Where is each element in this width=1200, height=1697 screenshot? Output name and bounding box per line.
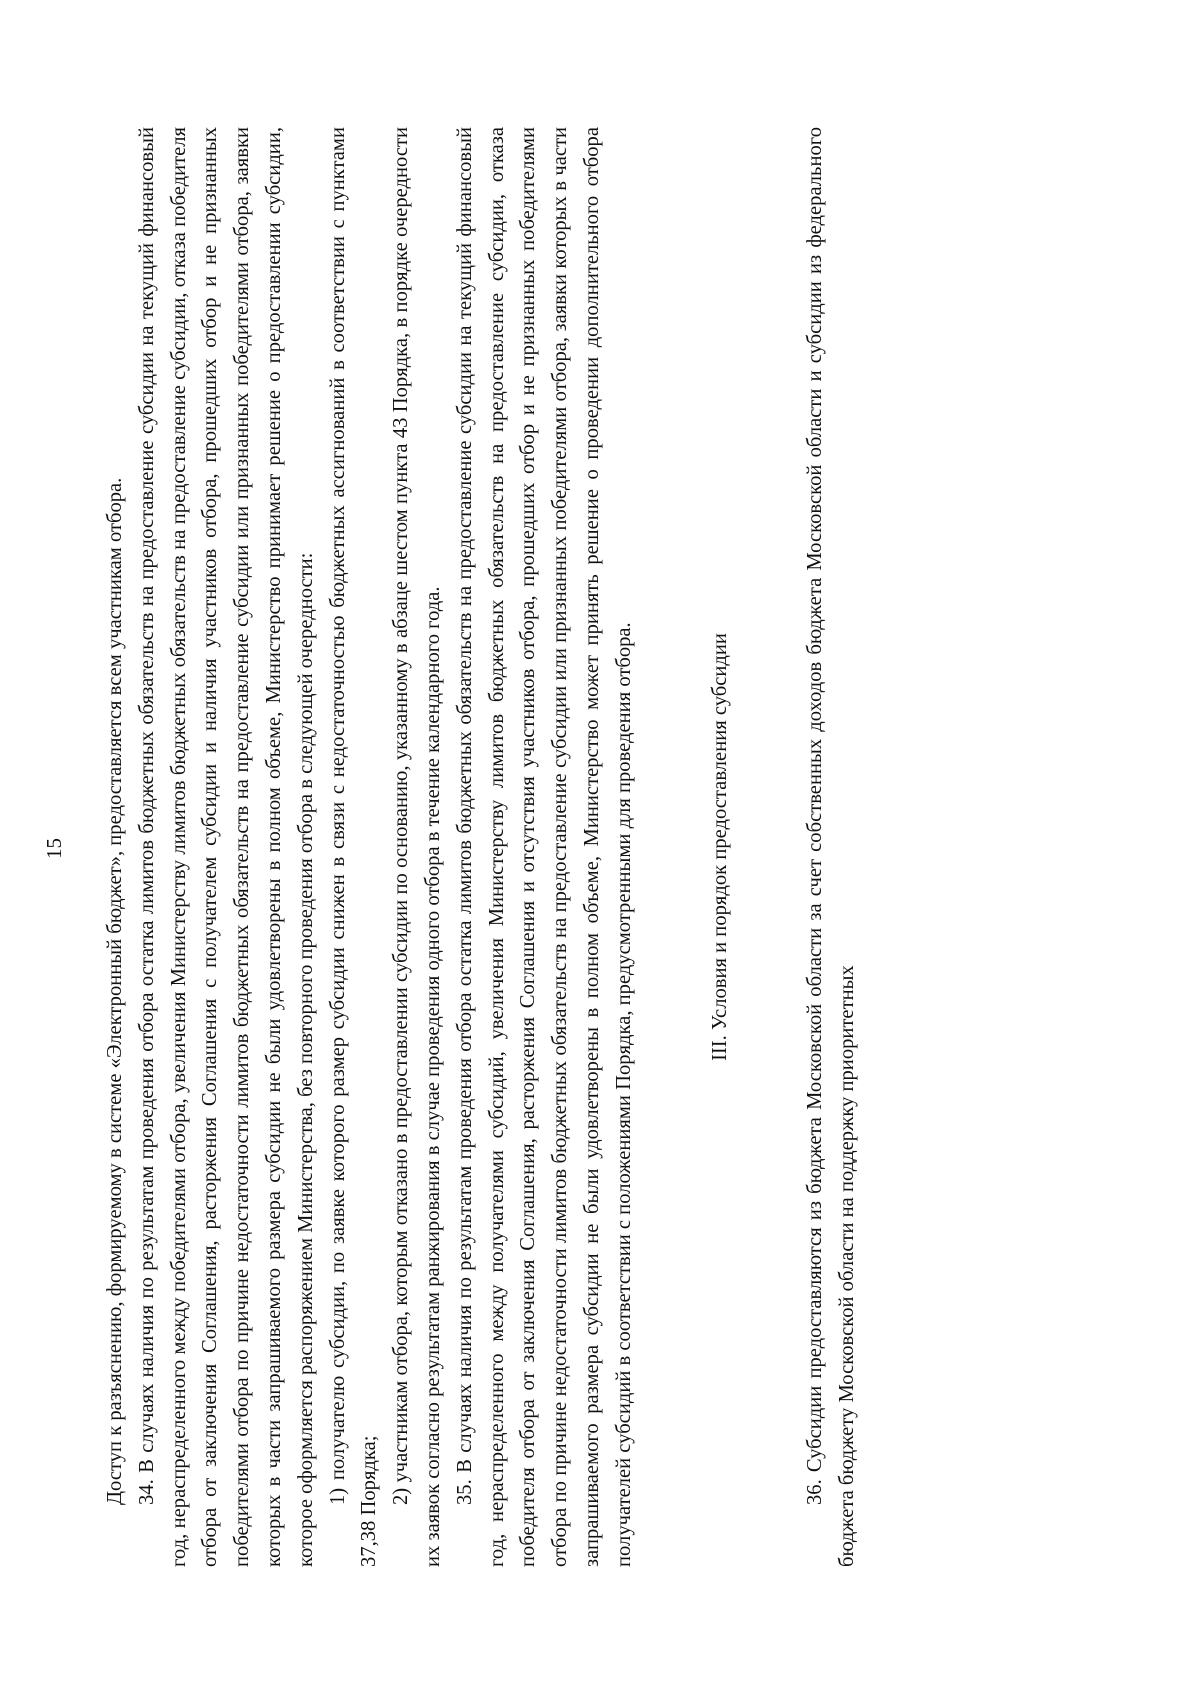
paragraph-34-item-2: 2) участникам отбора, которым отказано в предоставлении субсидии по основанию, указанному в абзаце шестом пункта 43 Порядка, в порядке очередности их заявок согласно результатам ранжирования в случае проведения одного отбора в течение календарного года. [390,127,444,1567]
paragraph-35: 35. В случаях наличия по результатам проведения отбора остатка лимитов бюджетных обязательств на предоставление субсидии на текущий финансовый год, нераспределенного между получателями субсидий, увеличения Министерству лимитов бюджетных обязательств на предоставление субсидии, отказа победителя отбора от заключения Соглашения, расторжения Соглашения и отсутствия участников отбора, прошедших отбор и не признанных победителями отбора по причине недостаточности лимитов бюджетных обязательств на предоставление субсидии или признанных победителями отбора, заявки которых в части запрашиваемого размера субсидии не были удовлетворены в полном объеме, Министерство может принять решение о проведении дополнительного отбора получателей субсидий в соответствии с положениями Порядка, предусмотренными для проведения отбора. [453,127,635,1567]
document-body [100,127,864,1567]
page-number: 15 [42,838,66,859]
paragraph-34: 34. В случаях наличия по результатам проведения отбора остатка лимитов бюджетных обязательств на предоставление субсидии на текущий финансовый год, нераспределенного между победителями отбора, увеличения Министерству лимитов бюджетных обязательств на предоставление субсидии, отказа победителя отбора от заключения Соглашения, расторжения Соглашения с получателем субсидии и наличия участников отбора, прошедших отбор и не признанных победителями отбора по причине недостаточности лимитов бюджетных обязательств на предоставление субсидии или признанных победителями отбора, заявки которых в части запрашиваемого размера субсидии не были удовлетворены в полном объеме, Министерство принимает решение о предоставлении субсидии, которое оформляется распоряжением Министерства, без повторного проведения отбора в следующей очередности: [135,127,317,1567]
section-title: III. Условия и порядок предоставления субсидии [708,633,731,1061]
paragraph-34-item-1: 1) получателю субсидии, по заявке которого размер субсидии снижен в связи с недостаточностью бюджетных ассигнований в соответствии с пунктами 37,38 Порядка; [326,127,381,1567]
paragraph-36: 36. Субсидии предоставляются из бюджета Московской области за счет собственных доходов бюджета Московской области и субсидии из федерального бюджета бюджету Московской области на поддержку приоритетных [804,127,859,1567]
paragraph-access-clarification: Доступ к разъяснению, формируемому в системе «Электронный бюджет», предоставляется всем участникам отбора. [104,477,126,1505]
